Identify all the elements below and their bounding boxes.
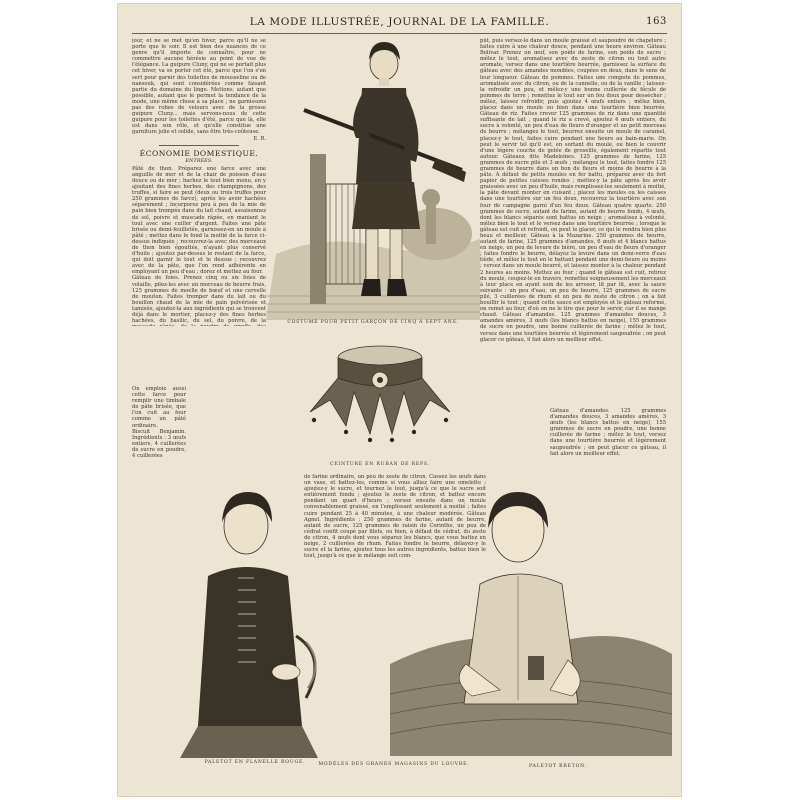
woman-right-caption: PALETOT BRETON. [529,764,587,769]
recipe-gateau-de-foies: Gâteau de foies. Prenez cinq ou six foies de volaille, pilez-les avec un morceau de beurre frais, 125 grammes de moelle de bœuf et une cervelle de mouton. Faites tremper dans du lait ou du bouillon chaud de la mie de pain pulvérisée et tamisée, ajoutez-la aux ingrédients qui se trouvent déjà dans le mortier, placez-y des fines herbes hachées, du basilic, du sel, du poivre, de la [132,275,266,325]
louvre-caption: MODÈLES DES GRANDS MAGASINS DU LOUVRE. [318,762,470,767]
author-signature: E. R. [253,135,266,142]
intro-paragraph: jour, et ne se met qu'en hiver, parce qu'il ne se porte que le soir. Il est bien des nuances de ce genre qu'il importe de connaître, pour ne commettre aucune hérésie au point de vue de l'élégance. La guipure Cluny, qui ne se portait plus cet hiver, va se porter cet été, parce que l'on s'en sert pour garnir des toilettes de mousseline ou de nansouk, qui sont considérées comme faisant partie du domaine du linge. Mettons, autant que possible, autant que le permet la tendance de la mode, une même chose à sa place ; ne garnissons pas des robes de velours avec de la grosse guipure Cluny... mais servons-nous de cette guipure pour les toilettes d'été, parce que là, elle est dans son rôle, et qu'elle constitue une garniture jolie et solide, sans être très-coûteuse. [132,38,266,136]
boy-costume-illustration [266,34,480,320]
recipe-right-continued: Gâteau d'amandes. 125 grammes d'amandes douces, 3 amandes amères, 3 œufs (les blancs battus en neige), 155 grammes de sucre en poudre, une bonne cuillerée de farine ; mêlez le tout, versez dans une tourtière beurrée et légèrement saupoudrée ; on peut glacer ce gâteau, il fait alors un meilleur effet. [550,408,666,457]
right-column [480,38,666,408]
page-header [118,14,681,32]
recipe-biscuit-benjamin: Biscuit Benjamin. Ingrédients : 3 œufs entiers, 4 cuillerées de sucre en poudre, 4 cuillerées [132,428,186,460]
recipe-pate-de-thon: Pâté de thon. Préparez une farce avec une anguille de mer et de la chair de poisson d'eau douce ou de mer ; hachez le tout bien menu, en y ajoutant des fines herbes, des champignons, des truffes, si faire se peut (deux ou trois truffes pour 250 grammes de farce), après les avoir hachées séparément ; incorporez peu à peu de la mie de pain bien trempée dans du lait chaud, assaisonnez de sel, poivre et muscade râpée, en maniant le tout avec une cuiller d'argent. Faites une pâte brisée ou demi-feuilletée, garnissez-en un moule à pâté ; mettez dans le fond la moitié de la farce ci-dessus indiquée ; recouvrez-la avec des morceaux de thon bien égouttés, n'ayant plus conservé d'huile ; ajoutez par-dessus le restant de la farce, qui doit garnir le tout et le dessus ; recouvrez avec de la pâte, que l'on rend adhérente en employant un peu d'eau ; dorez et mettez au four. [132,165,266,276]
woman-left-caption: PALETOT EN FLANELLE ROUGE. [204,760,306,765]
section-title: ÉCONOMIE DOMESTIQUE. [139,148,259,158]
woman-paletot-breton-illustration [390,474,672,756]
recipe-right-text: pût, puis versez-le dans un moule graissé et saupoudré de chapelure ; faites cuire à une chaleur douce, pendant une heure environ. Gâteau Bolivar. Prenez un œuf, son poids de farine, son poids de sucre ; mêlez le tout, aromatisez avec du zeste de citron ou tout autre aromate, versez dans une tourtière beurrée, garnissez la surface du gâteau avec des amandes mondées, coupées en deux, dans le sens de leur longueur. Gâteau de pommes. Faites une compote de pommes, aromatisée avec du citron, ou de la cannelle, ou de la vanille ; laissez-la refroidir un peu, et mêlez-y une bonne cuillerée de fécule de pommes de terre ; remettez le tout sur un feu doux pour dessécher ; mêlez, laissez refroidir, puis ajoutez 4 œufs entiers ; mêlez bien, placez dans un moule ou bien dans une tourtière bien beurrée. Gâteau de riz. Faites crever 125 grammes de riz dans une quantité suffisante de lait ; quand le riz a crevé, ajoutez 4 œufs entiers, du sucre à volonté, un peu d'eau de fleurs d'oranger et un petit morceau de beurre ; mélangez le tout, beurrez ensuite un moule de caramel, placez-y le tout, faites cuire pendant une heure au bain-marie. On peut le servir tel qu'il est, en sortant du moule, ou bien le couvrir d'une légère couche de gelée de groseille, également répartie tout autour. Gâteaux dits Madeleines. 125 grammes de farine, 125 grammes de sucre pilé et 3 œufs ; mélangez le tout, faites fondre 125 grammes de beurre dans un bon de fleurs et moins de beurre à la pâte. A défaut de petits moules en fer battu, préparez avec du fort papier de petites caisses rondes ; mettez-y la pâte après les avoir graissées avec un peu d'huile, mais remplissez-les seulement à moitié, la pâte devant monter en cuisant ; placez les moules ou les caisses dans une tourtière sur un feu doux, recouvrez la tourtière avec son four de campagne garni d'un feu doux. Gâteau quatre quarts. 250 grammes de sucre, autant de farine, autant de beurre fondu, 4 œufs, dont les blancs séparés sont battus en neige ; aromatisez à volonté, mêlez bien le tout et le versez dans une tourtière beurrée ; lorsque le gâteau est cuit et refroidi, on peut le glacer, ce qui le rendra bien plus beau et meilleur. Gâteau à la Mazarine. 250 grammes de beurre, autant de farine, 125 grammes d'amandes, 6 œufs et 4 blancs battus en neige, un peu de levure de bière, un peu d'eau de fleurs d'oranger ; faites fondre le beurre, délayez la levure dans un demi-verre d'eau tiède, et mêlez le tout en le battant pendant une demi-heure ou moins ; versez dans un moule beurré, et laissez monter à la chaleur pendant 2 heures au moins. Mettez au four ; quand le gâteau est cuit, retirez du moule, coupez-le en travers, remettez soigneusement les morceaux à leur place en ayant soin de les arroser, lit par lit, avec la sauce suivante : un peu d'eau, un peu de beurre, 125 grammes de sucre pilé, 3 cuillerées de rhum et un peu de zeste de citron ; on a fait bouillir le tout ; quand cette sauce est employée et le gâteau reformé, on remet au four, d'où on ne le tire que pour le servir, car il se mange chaud. Gâteau d'amandes. 125 grammes d'amandes douces, 3 amandes amères, 3 œufs (les blancs battus en neige), 155 grammes de sucre en poudre, une bonne cuillerée de farine ; mêlez le tout, versez dans une tourtière beurrée et légèrement saupoudrée ; on peut glacer ce gâteau, il fait alors un meilleur effet. [480,38,666,343]
journal-title: LA MODE ILLUSTRÉE, JOURNAL DE LA FAMILLE. [249,16,550,28]
recipe-middle-text: de farine ordinaire, un peu de zeste de citron. Cassez les œufs dans un vase, et battez-les, comme si vous alliez faire une omelette ; ajoutez-y le sucre, et tournez le tout, jusqu'à ce que le sucre soit entièrement fondu ; ajoutez le zeste de citron, et battez encore pendant un quart d'heure ; versez ensuite dans un moule convenablement graissé, en l'emplissant seulement à moitié ; faites cuire pendant 25 à 40 minutes, à une chaleur modérée. Gâteau Agnel. Ingrédients : 250 grammes de farine, autant de beurre, autant de sucre, 125 grammes de raisin de Corinthe, un peu de cédrat confit coupé par filets, ou bien, à défaut de cédrat, du zeste de citron, 4 œufs dont vous séparez les blancs, que vous battez en neige, 2 cuillerées de rhum. Faites fondre le beurre, délayez-y le sucre et la farine, ajoutez tous les autres ingrédients, battez bien le tout, jusqu'à ce que le mélange soit com- [304,474,486,560]
left-column [132,38,266,326]
belt-illustration [300,334,460,454]
section-divider [159,145,239,146]
journal-page [118,4,681,796]
section-subtitle: ENTRÉES. [185,157,213,164]
boy-caption: COSTUME POUR PETIT GARÇON DE CINQ À SEPT ANS. [287,320,459,325]
recipe-timbale: On emploie aussi cette farce pour remplir une timbale de pâte brisée, que l'on cuit au four comme un pâté ordinaire. [132,386,186,429]
woman-paletot-flanelle-illustration [178,466,328,758]
page-number: 163 [646,16,667,27]
belt-caption: CEINTURE EN RUBAN DE REPS. [330,462,430,467]
